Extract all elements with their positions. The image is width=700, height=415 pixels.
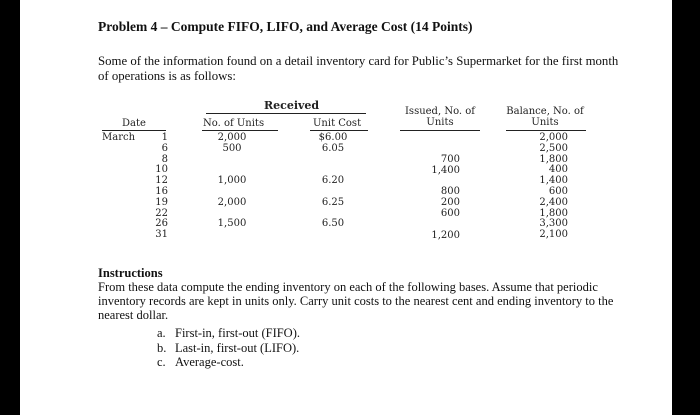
issued-cell: 1,200 <box>431 229 460 241</box>
received-units-cell: 2,000 <box>217 196 247 208</box>
unit-cost-cell: 6.20 <box>321 175 345 187</box>
date-day-cell: 6 <box>161 142 168 154</box>
option-text: First-in, first-out (FIFO). <box>175 326 300 340</box>
balance-cell: 1,800 <box>539 153 568 165</box>
unit-cost-cell <box>308 230 358 241</box>
options-list <box>157 326 300 370</box>
date-header: Date <box>122 118 146 129</box>
received-units-cell: 1,500 <box>217 218 247 230</box>
instructions-heading: Instructions <box>98 266 163 280</box>
balance-cell: 1,400 <box>539 175 568 187</box>
days-column <box>136 133 168 241</box>
date-day-cell: 10 <box>155 164 168 176</box>
received-units-cell: 2,000 <box>217 132 247 143</box>
received-units-cell <box>202 230 262 241</box>
date-day-cell: 8 <box>161 153 168 165</box>
received-units-cell <box>202 155 262 166</box>
balance-header: Balance, No. of Units <box>506 106 584 128</box>
units-header: No. of Units <box>203 118 265 129</box>
issued-cell: 1,400 <box>431 164 460 176</box>
balance-cell: 2,500 <box>539 142 568 154</box>
balance-cell: 2,400 <box>539 196 568 208</box>
received-units-cell: 1,000 <box>217 175 247 187</box>
option-item <box>157 341 300 356</box>
balance-cell: 3,300 <box>539 218 568 230</box>
option-item <box>157 355 300 370</box>
date-rule <box>102 130 166 131</box>
option-letter: a. <box>157 326 166 340</box>
option-letter: c. <box>157 355 166 369</box>
balance-cell: 2,100 <box>539 229 568 241</box>
issued-cell: 800 <box>440 186 460 198</box>
cost-rule <box>310 130 368 131</box>
unit-cost-header: Unit Cost <box>313 118 362 129</box>
issued-cell: 600 <box>440 207 460 219</box>
unit-cost-cell: 6.05 <box>321 142 345 154</box>
unit-cost-cell: $6.00 <box>318 132 348 143</box>
option-text: Last-in, first-out (LIFO). <box>175 340 300 355</box>
balance-cell: 1,800 <box>539 207 568 219</box>
date-day-cell: 31 <box>155 229 168 241</box>
issued-header: Issued, No. of Units <box>404 106 475 128</box>
date-day-cell: 12 <box>155 175 168 187</box>
units-rule <box>202 130 278 131</box>
balance-cell: 2,000 <box>539 132 568 143</box>
month-label: March <box>102 132 136 143</box>
issued-column <box>416 155 460 241</box>
option-letter: b. <box>157 340 167 355</box>
received-units-cell: 500 <box>222 142 242 154</box>
unit-cost-cell: 6.50 <box>321 218 345 230</box>
received-rule <box>206 113 366 114</box>
received-units-column <box>202 133 262 241</box>
unit-cost-cell: 6.25 <box>321 196 345 208</box>
problem-title: Problem 4 – Compute FIFO, LIFO, and Average Cost (14 Points) <box>98 19 473 34</box>
intro-paragraph: Some of the information found on a detail inventory card for Public’s Supermarket for the first month of operations is as follows: <box>98 54 619 83</box>
issued-cell: 700 <box>440 154 460 165</box>
balance-cell: 600 <box>548 185 568 197</box>
balance-rule <box>506 130 586 131</box>
date-day-cell: 16 <box>155 185 168 197</box>
issued-rule <box>400 130 480 131</box>
date-day-cell: 26 <box>155 218 168 230</box>
document-page <box>20 0 672 415</box>
date-day-cell: 22 <box>155 207 168 219</box>
issued-cell: 200 <box>440 197 460 209</box>
issued-cell <box>416 220 460 231</box>
option-text: Average-cost. <box>175 355 244 369</box>
balance-column <box>520 133 568 241</box>
received-header: Received <box>264 99 320 112</box>
balance-cell: 400 <box>548 164 568 176</box>
date-day-cell: 19 <box>155 196 168 208</box>
unit-cost-column <box>308 133 358 241</box>
date-day-cell: 1 <box>161 132 168 143</box>
option-item <box>157 326 300 341</box>
unit-cost-cell <box>308 155 358 166</box>
instructions-text: From these data compute the ending inventory on each of the following bases. Assume that periodic inventory records are kept in units only. Carry unit costs to the nearest cent and ending inventory to the nearest dollar. <box>98 280 614 323</box>
